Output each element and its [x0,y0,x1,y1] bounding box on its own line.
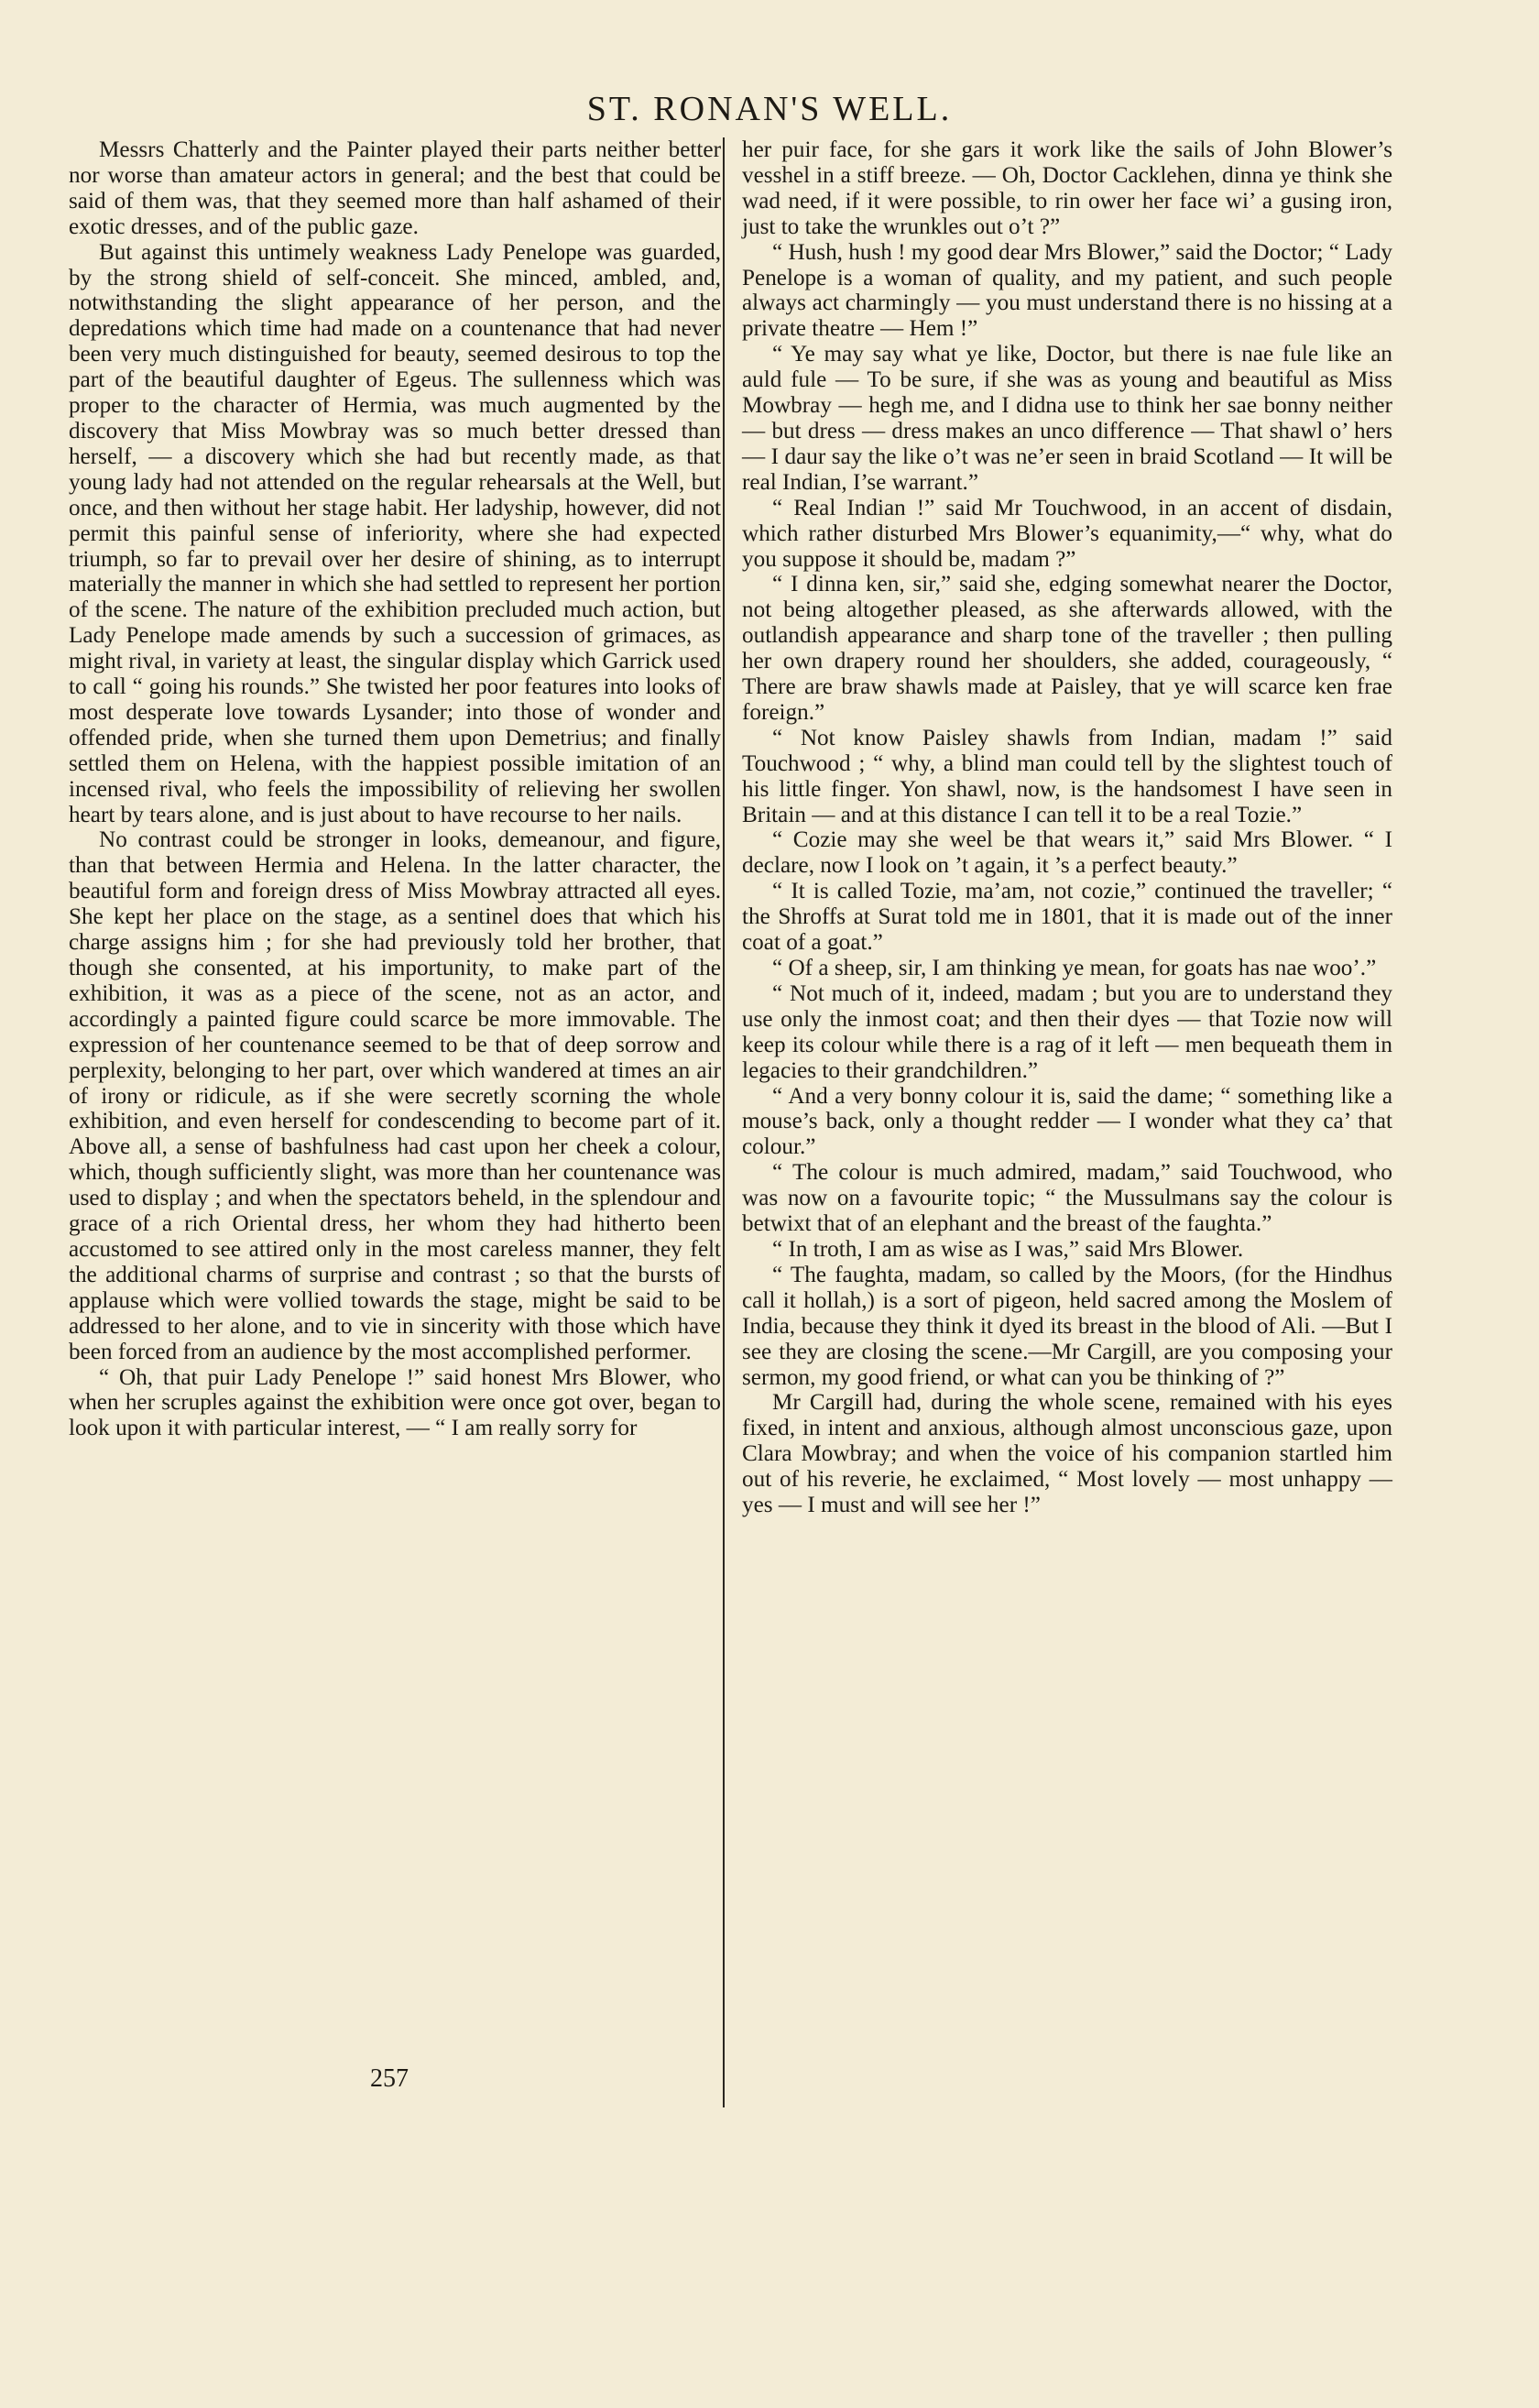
paragraph: Mr Cargill had, during the whole scene, remained with his eyes fixed, in intent and anxious, although almost unconscious gaze, upon Clara Mowbray; and when the voice of his companion startled him out of his reverie, he exclaimed, “ Most lovely — most unhappy — yes — I must and will see her !” [742,1390,1392,1518]
paragraph: “ And a very bonny colour it is, said the dame; “ something like a mouse’s back, only a thought redder — I wonder what they ca’ that colour.” [742,1083,1392,1160]
paragraph: “ Not know Paisley shawls from Indian, madam !” said Touchwood ; “ why, a blind man could tell by the slightest touch of his little finger. Yon shawl, now, is the handsomest I have seen in Britain — and at this distance I can tell it to be a real Tozie.” [742,725,1392,827]
paragraph: “ Real Indian !” said Mr Touchwood, in an accent of disdain, which rather disturbed Mrs Blower’s equanimity,—“ why, what do you suppose it should be, madam ?” [742,495,1392,572]
page-title: ST. RONAN'S WELL. [586,90,953,128]
paragraph: her puir face, for she gars it work like the sails of John Blower’s vesshel in a stiff breeze. — Oh, Doctor Cacklehen, dinna ye think she wad need, if it were possible, to rin ower her face wi’ a gusing iron, just to take the wrunkles out o’t ?” [742,137,1392,239]
paragraph: “ Not much of it, indeed, madam ; but you are to understand they use only the inmost coat; and then their dyes — that Tozie now will keep its colour while there is a rag of it left — men bequeath them in legacies to their grandchildren.” [742,980,1392,1083]
paragraph: “ Cozie may she weel be that wears it,” said Mrs Blower. “ I declare, now I look on ’t again, it ’s a perfect beauty.” [742,827,1392,879]
paragraph: “ The colour is much admired, madam,” said Touchwood, who was now on a favourite topic; “ the Mussulmans say the colour is betwixt that of an elephant and the breast of the faughta.” [742,1160,1392,1237]
paragraph: “ The faughta, madam, so called by the Moors, (for the Hindhus call it hollah,) is a sort of pigeon, held sacred among the Moslem of India, because they think it dyed its breast in the blood of Ali. —But I see they are closing the scene.—Mr Cargill, are you composing your sermon, my good friend, or what can you be thinking of ?” [742,1262,1392,1390]
paragraph: “ Hush, hush ! my good dear Mrs Blower,” said the Doctor; “ Lady Penelope is a woman of quality, and my patient, and such people always act charmingly — you must understand there is no hissing at a private theatre — Hem !” [742,239,1392,342]
page-number: 257 [370,2064,409,2093]
right-column [742,137,1392,1518]
paragraph: But against this untimely weakness Lady Penelope was guarded, by the strong shield of self-conceit. She minced, ambled, and, notwithstanding the slight appearance of her person, and the depredations which time had made on a countenance that had never been very much distinguished for beauty, seemed desirous to top the part of the beautiful daughter of Egeus. The sullenness which was proper to the character of Hermia, was much augmented by the discovery that Miss Mowbray was so much better dressed than herself, — a discovery which she had but recently made, as that young lady had not attended on the regular rehearsals at the Well, but once, and then without her stage habit. Her ladyship, however, did not permit this painful sense of inferiority, where she had expected triumph, so far to prevail over her desire of shining, as to interrupt materially the manner in which she had settled to represent her portion of the scene. The nature of the exhibition precluded much action, but Lady Penelope made amends by such a succession of grimaces, as might rival, in variety at least, the singular display which Garrick used to call “ going his rounds.” She twisted her poor features into looks of most desperate love towards Lysander; into those of wonder and offended pride, when she turned them upon Demetrius; and finally settled them on Helena, with the happiest possible imitation of an incensed rival, who feels the impossibility of relieving her swollen heart by tears alone, and is just about to have recourse to her nails. [69,239,721,827]
paragraph: “ In troth, I am as wise as I was,” said Mrs Blower. [772,1236,1244,1262]
paragraph: Messrs Chatterly and the Painter played their parts neither better nor worse than amateur actors in general; and the best that could be said of them was, that they seemed more than half ashamed of their exotic dresses, and of the public gaze. [69,137,721,239]
paragraph: “ I dinna ken, sir,” said she, edging somewhat nearer the Doctor, not being altogether pleased, as she afterwards allowed, with the outlandish appearance and sharp tone of the traveller ; then pulling her own drapery round her shoulders, she added, courageously, “ There are braw shawls made at Paisley, that ye will scarce ken frae foreign.” [742,572,1392,725]
paragraph: “ Oh, that puir Lady Penelope !” said honest Mrs Blower, who when her scruples against the exhibition were once got over, began to look upon it with particular interest, — “ I am really sorry for [69,1364,721,1441]
paragraph: “ Of a sheep, sir, I am thinking ye mean, for goats has nae woo’.” [772,956,1377,980]
paragraph: “ It is called Tozie, ma’am, not cozie,” continued the traveller; “ the Shroffs at Surat told me in 1801, that it is made out of the inner coat of a goat.” [742,879,1392,956]
paragraph: “ Ye may say what ye like, Doctor, but there is nae fule like an auld fule — To be sure, if she was as young and beautiful as Miss Mowbray — hegh me, and I didna use to think her sae bonny neither — but dress — dress makes an unco difference — That shawl o’ hers — I daur say the like o’t was ne’er seen in braid Scotland — It will be real Indian, I’se warrant.” [742,342,1392,495]
column-divider [723,137,725,2107]
paragraph: No contrast could be stronger in looks, demeanour, and figure, than that between Hermia and Helena. In the latter character, the beautiful form and foreign dress of Miss Mowbray attracted all eyes. She kept her place on the stage, as a sentinel does that which his charge assigns him ; for she had previously told her brother, that though she consented, at his importunity, to make part of the exhibition, it was as a piece of the scene, not as an actor, and accordingly a painted figure could scarce be more immovable. The expression of her countenance seemed to be that of deep sorrow and perplexity, belonging to her part, over which wandered at times an air of irony or ridicule, as if she were secretly scorning the whole exhibition, and even herself for condescending to become part of it. Above all, a sense of bashfulness had cast upon her cheek a colour, which, though sufficiently slight, was more than her countenance was used to display ; and when the spectators beheld, in the splendour and grace of a rich Oriental dress, her whom they had hitherto been accustomed to see attired only in the most careless manner, they felt the additional charms of surprise and contrast ; so that the bursts of applause which were vollied towards the stage, might be said to be addressed to her alone, and to vie in sincerity with those which have been forced from an audience by the most accomplished performer. [69,827,721,1364]
left-column [69,137,721,1441]
